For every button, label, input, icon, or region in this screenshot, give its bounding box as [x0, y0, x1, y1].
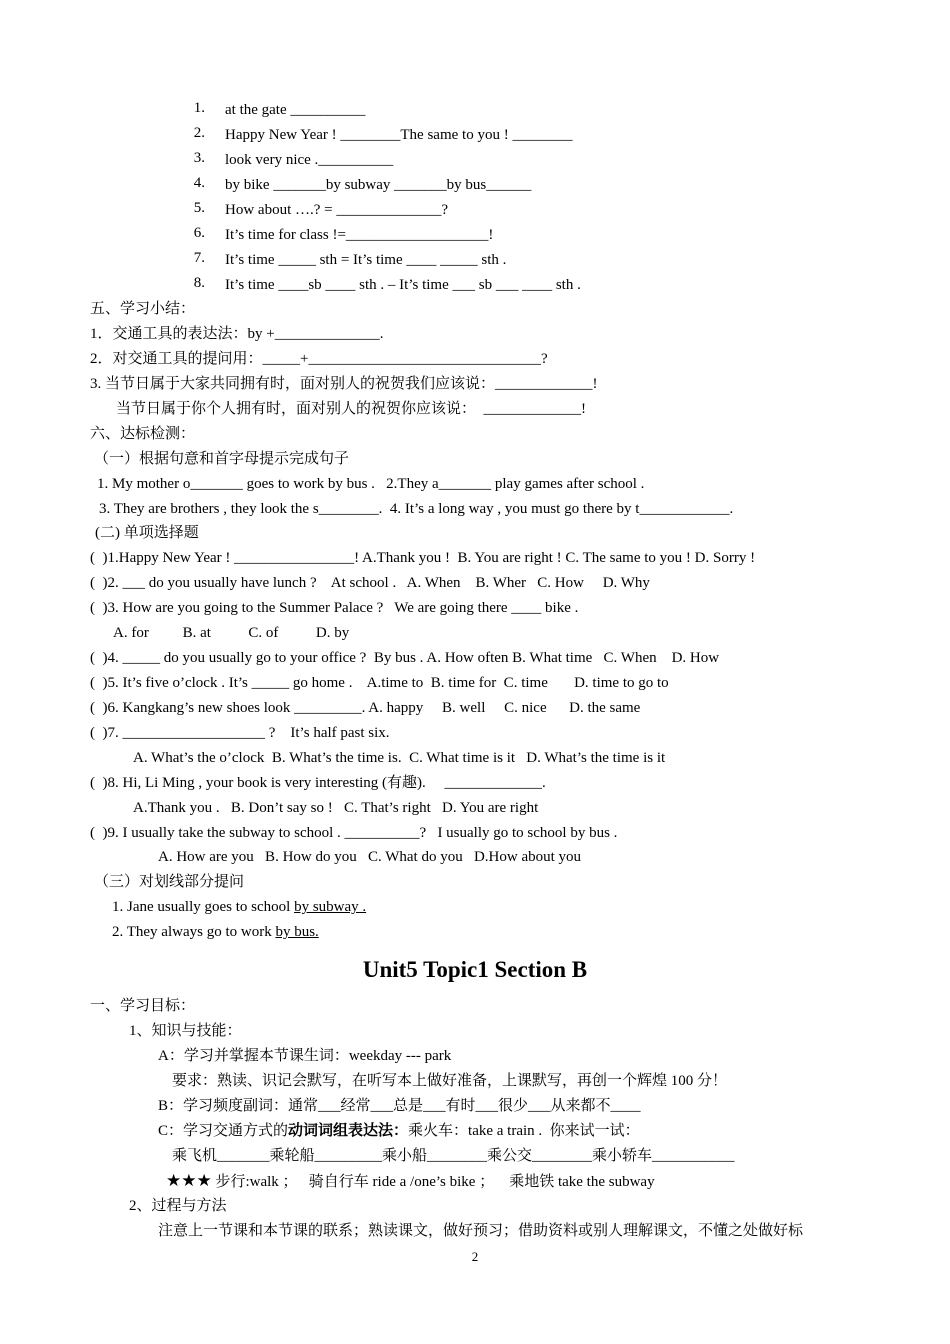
phrase-item: It’s time for class !=___________________! — [225, 227, 494, 243]
process-text: 注意上一节课和本节课的联系；熟读课文，做好预习；借助资料或别人理解课文，不懂之处做好标 — [158, 1223, 804, 1239]
summary-line: 3. 当节日属于大家共同拥有时，面对别人的祝贺我们应该说：_____________! — [90, 376, 598, 392]
phrase-item: look very nice .__________ — [225, 152, 394, 168]
choice-options: A. How are you B. How do you C. What do you D.How about you — [158, 849, 582, 865]
goal-a-requirement: 要求：熟读、识记会默写，在听写本上做好准备，上课默写，再创一个辉煌 100 分！ — [172, 1073, 728, 1089]
goal-a: A：学习并掌握本节课生词：weekday --- park — [158, 1048, 452, 1064]
phrase-item: Happy New Year ! ________The same to you ! ________ — [225, 127, 573, 143]
summary-line: 2．对交通工具的提问用：_____+_______________________________? — [90, 351, 548, 367]
section-title: Unit5 Topic1 Section B — [362, 957, 588, 982]
page-number: 2 — [471, 1249, 479, 1264]
fill-blank-line: 1. My mother o_______ goes to work by bus . 2.They a_______ play games after school . — [97, 476, 645, 492]
summary-line: 1．交通工具的表达法：by +______________. — [90, 326, 384, 342]
phrase-item: at the gate __________ — [225, 102, 366, 118]
goal-c-bold: 动词词组表达法： — [288, 1123, 409, 1139]
underlined-phrase: by bus. — [275, 924, 319, 940]
summary-heading: 五、学习小结： — [90, 301, 196, 317]
goal-c-suffix: 乘火车：take a train . 你来试一试： — [408, 1123, 640, 1139]
choice-options: A. for B. at C. of D. by — [113, 625, 350, 641]
fill-blank-line: 3. They are brothers , they look the s________. 4. It’s a long way , you must go there by t____________. — [99, 501, 734, 517]
phrase-number: 1. — [193, 100, 205, 116]
goal-star-line — [166, 1171, 655, 1192]
star-line-text: 步行:walk ； 骑自行车 ride a /one’s bike ； 乘地铁 take the subway — [211, 1174, 655, 1190]
summary-line: 当节日属于你个人拥有时，面对别人的祝贺你应该说： _____________! — [116, 401, 586, 417]
star-icon: ★★★ — [166, 1171, 212, 1191]
phrase-number: 5. — [193, 200, 205, 216]
phrase-number: 4. — [193, 175, 205, 191]
test-heading: 六、达标检测： — [90, 426, 196, 442]
knowledge-heading: 1、知识与技能： — [129, 1023, 242, 1039]
choice-options: A.Thank you . B. Don’t say so ! C. That’s right D. You are right — [133, 800, 539, 816]
goal-c — [158, 1121, 640, 1141]
part1-heading: （一）根据句意和首字母提示完成句子 — [94, 451, 350, 467]
goals-heading: 一、学习目标： — [90, 998, 196, 1014]
question-text: 1. Jane usually goes to school — [112, 899, 295, 915]
phrase-item: It’s time _____ sth = It’s time ____ _____ sth . — [225, 252, 507, 268]
phrase-item: It’s time ____sb ____ sth . – It’s time ___ sb ___ ____ sth . — [225, 277, 581, 293]
part2-heading: (二) 单项选择题 — [95, 525, 199, 541]
phrase-number: 8. — [193, 275, 205, 291]
part3-heading: （三）对划线部分提问 — [94, 874, 245, 890]
choice-question: ( )8. Hi, Li Ming , your book is very interesting (有趣). _____________. — [90, 775, 546, 791]
choice-question: ( )3. How are you going to the Summer Palace ? We are going there ____ bike . — [90, 600, 579, 616]
phrase-number: 6. — [193, 225, 205, 241]
phrase-item: How about ….? = ______________? — [225, 202, 449, 218]
underline-question — [112, 897, 366, 917]
phrase-item: by bike _______by subway _______by bus______ — [225, 177, 532, 193]
goal-c-practice: 乘飞机_______乘轮船_________乘小船________乘公交________乘小轿车___________ — [172, 1148, 735, 1164]
process-heading: 2、过程与方法 — [129, 1198, 227, 1214]
phrase-number: 3. — [193, 150, 205, 166]
choice-question: ( )9. I usually take the subway to school . __________? I usually go to school by bus . — [90, 825, 618, 841]
choice-question: ( )1.Happy New Year ! ________________! A.Thank you ! B. You are right ! C. The same to you ! D. Sorry ! — [90, 550, 756, 566]
underline-question — [112, 922, 319, 942]
phrase-number: 7. — [193, 250, 205, 266]
choice-question: ( )2. ___ do you usually have lunch ? At school . A. When B. Wher C. How D. Why — [90, 575, 650, 591]
choice-question: ( )6. Kangkang’s new shoes look _________. A. happy B. well C. nice D. the same — [90, 700, 641, 716]
choice-question: ( )4. _____ do you usually go to your office ? By bus . A. How often B. What time C. When D. How — [90, 650, 720, 666]
choice-question: ( )7. ___________________ ? It’s half past six. — [90, 725, 390, 741]
goal-c-prefix: C：学习交通方式的 — [158, 1123, 289, 1139]
goal-b: B：学习频度副词：通常___经常___总是___有时___很少___从来都不____ — [158, 1098, 641, 1114]
underlined-phrase: by subway . — [294, 899, 367, 915]
question-text: 2. They always go to work — [112, 924, 276, 940]
choice-question: ( )5. It’s five o’clock . It’s _____ go home . A.time to B. time for C. time D. time to go to — [90, 675, 669, 691]
choice-options: A. What’s the o’clock B. What’s the time is. C. What time is it D. What’s the time is it — [133, 750, 666, 766]
phrase-number: 2. — [193, 125, 205, 141]
